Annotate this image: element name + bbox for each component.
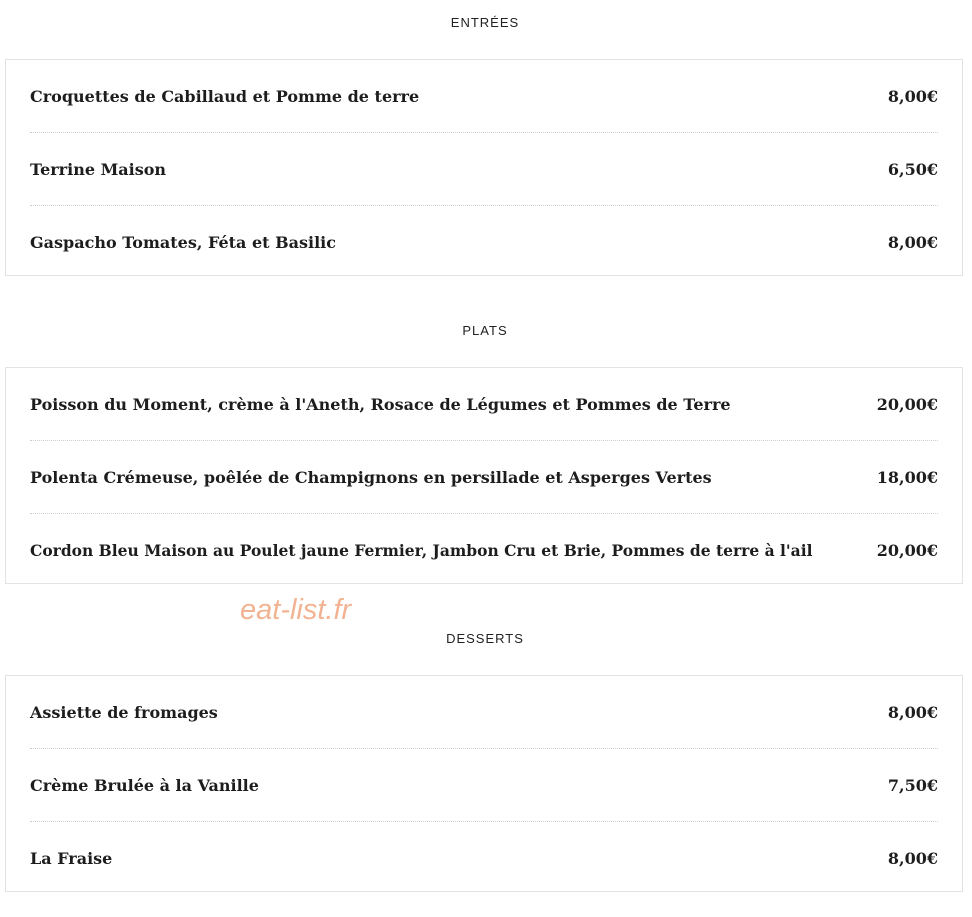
- item-price: 8,00€: [887, 848, 938, 868]
- item-price: 6,50€: [887, 159, 938, 179]
- item-name: Polenta Crémeuse, poêlée de Champignons en persillade et Asperges Vertes: [30, 467, 712, 487]
- item-price: 8,00€: [887, 86, 938, 106]
- menu-item[interactable]: [30, 60, 938, 132]
- item-name: La Fraise: [30, 848, 113, 868]
- menu-item[interactable]: [30, 441, 938, 513]
- menu-item[interactable]: [30, 368, 938, 440]
- menu-item[interactable]: [30, 749, 938, 821]
- section-title-desserts: DESSERTS: [446, 631, 524, 646]
- section-title-entrees: ENTRÉES: [450, 15, 520, 30]
- menu-card-plats: [5, 367, 963, 584]
- item-name: Poisson du Moment, crème à l'Aneth, Rosace de Légumes et Pommes de Terre: [30, 394, 731, 414]
- menu-item[interactable]: [30, 676, 938, 748]
- menu-item[interactable]: [30, 206, 938, 278]
- item-name: Cordon Bleu Maison au Poulet jaune Fermier, Jambon Cru et Brie, Pommes de terre à l'ail: [30, 540, 813, 560]
- menu-item[interactable]: [30, 822, 938, 894]
- menu-item[interactable]: [30, 514, 938, 586]
- item-name: Terrine Maison: [30, 159, 167, 179]
- watermark: eat-list.fr: [240, 594, 352, 626]
- item-price: 8,00€: [887, 232, 938, 252]
- menu-item[interactable]: [30, 133, 938, 205]
- item-price: 20,00€: [876, 540, 938, 560]
- item-price: 18,00€: [876, 467, 938, 487]
- item-name: Gaspacho Tomates, Féta et Basilic: [30, 232, 336, 252]
- item-price: 8,00€: [887, 702, 938, 722]
- section-title-plats: PLATS: [462, 323, 508, 338]
- item-name: Croquettes de Cabillaud et Pomme de terre: [30, 86, 420, 106]
- item-name: Crème Brulée à la Vanille: [30, 775, 259, 795]
- menu-card-entrees: [5, 59, 963, 276]
- item-price: 20,00€: [876, 394, 938, 414]
- menu-card-desserts: [5, 675, 963, 892]
- item-name: Assiette de fromages: [30, 702, 218, 722]
- item-price: 7,50€: [887, 775, 938, 795]
